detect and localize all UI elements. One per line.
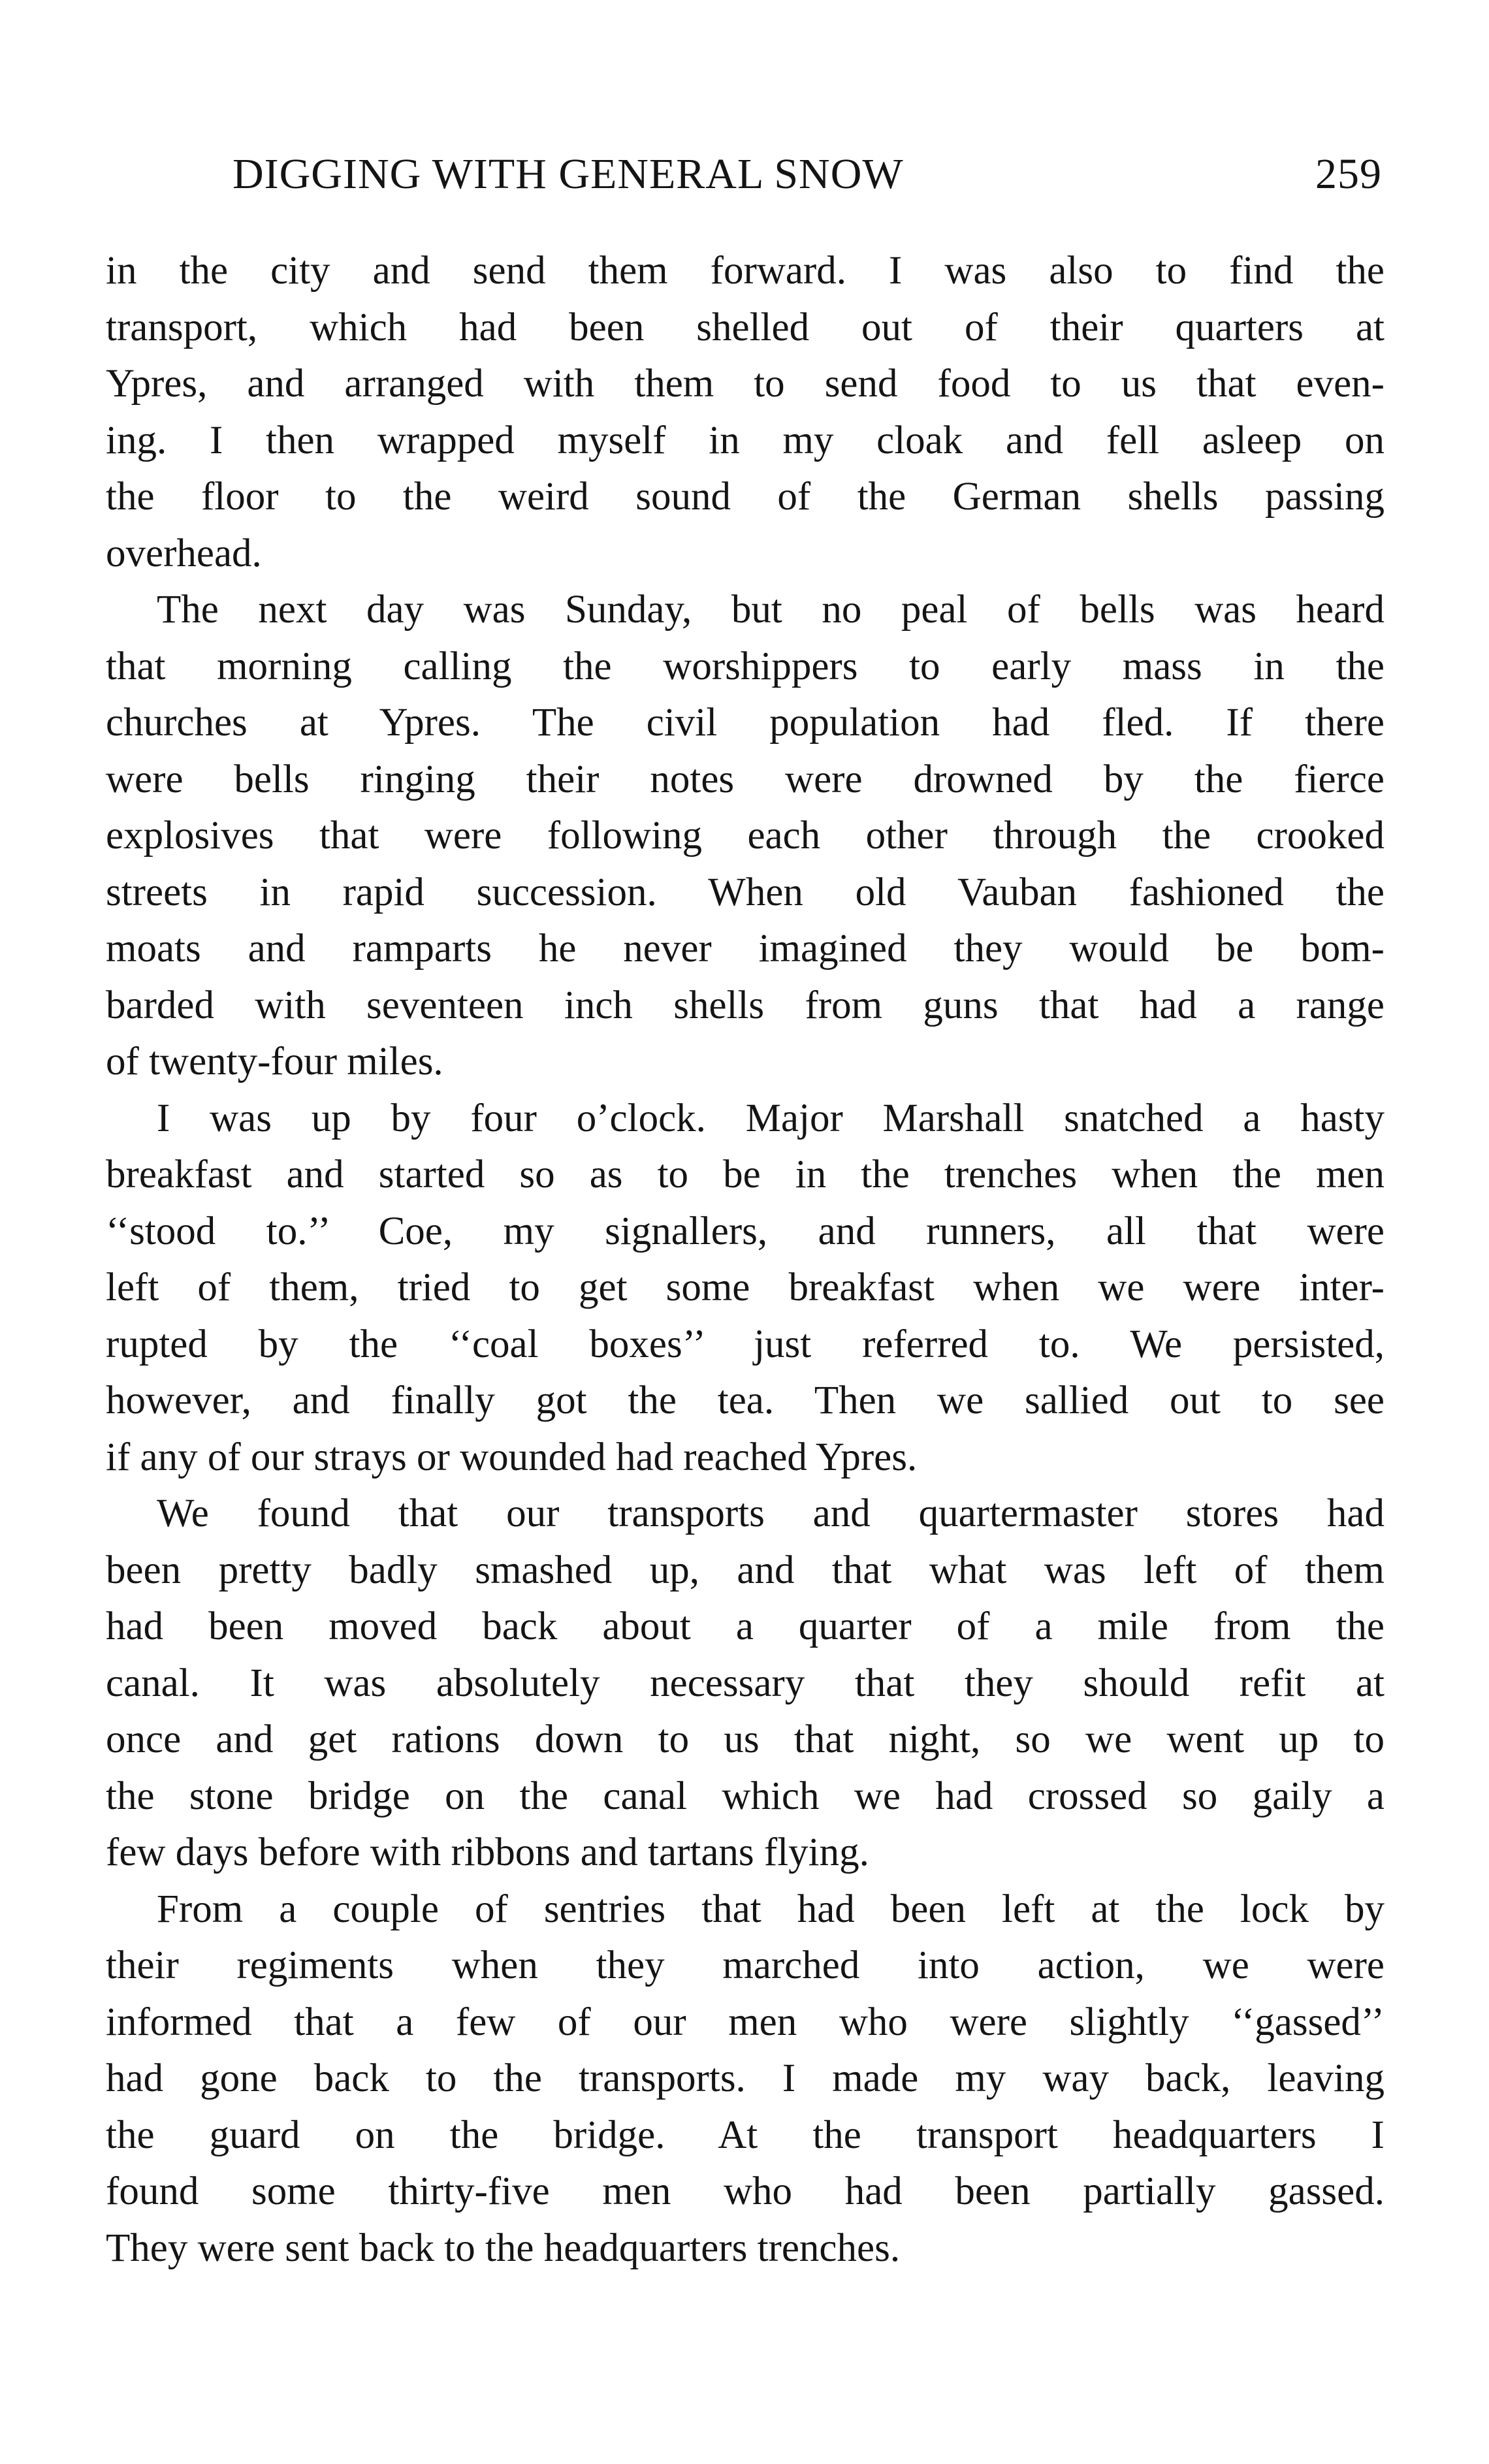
text-line: once and get rations down to us that night, so we went up to bbox=[106, 1718, 1385, 1761]
text-line: had gone back to the transports. I made my way back, leaving bbox=[106, 2056, 1385, 2100]
body-text bbox=[106, 243, 1385, 2277]
text-line: the stone bridge on the canal which we had crossed so gaily a bbox=[106, 1774, 1385, 1818]
text-line: breakfast and started so as to be in the trenches when the men bbox=[106, 1153, 1385, 1196]
text-line: found some thirty-five men who had been partially gassed. bbox=[106, 2169, 1385, 2213]
text-line: left of them, tried to get some breakfast when we were inter- bbox=[106, 1266, 1385, 1309]
text-line: We found that our transports and quartermaster stores had bbox=[157, 1492, 1385, 1535]
text-line: had been moved back about a quarter of a mile from the bbox=[106, 1605, 1385, 1648]
text-line: explosives that were following each other through the crooked bbox=[106, 814, 1385, 857]
text-line: were bells ringing their notes were drowned by the fierce bbox=[106, 757, 1385, 801]
text-line: churches at Ypres. The civil population had fled. If there bbox=[106, 701, 1385, 744]
text-line: I was up by four o’clock. Major Marshall snatched a hasty bbox=[157, 1096, 1385, 1140]
text-line: barded with seventeen inch shells from guns that had a range bbox=[106, 983, 1385, 1027]
text-line: transport, which had been shelled out of their quarters at bbox=[106, 305, 1385, 349]
text-line: in the city and send them forward. I was also to find the bbox=[106, 249, 1385, 293]
paragraph-5 bbox=[106, 1881, 1385, 2277]
text-line: been pretty badly smashed up, and that what was left of them bbox=[106, 1548, 1385, 1592]
text-line: They were sent back to the headquarters trenches. bbox=[106, 2226, 901, 2270]
text-line: canal. It was absolutely necessary that they should refit at bbox=[106, 1661, 1385, 1705]
text-line: that morning calling the worshippers to early mass in the bbox=[106, 644, 1385, 688]
text-line: the floor to the weird sound of the German shells passing bbox=[106, 475, 1385, 519]
text-line: the guard on the bridge. At the transport headquarters I bbox=[106, 2113, 1385, 2157]
text-line: informed that a few of our men who were slightly ‘‘gassed’’ bbox=[106, 2000, 1385, 2044]
page-number: 259 bbox=[1315, 150, 1382, 198]
paragraph-4 bbox=[106, 1486, 1385, 1881]
text-line: moats and ramparts he never imagined they would be bom- bbox=[106, 927, 1385, 970]
text-line: ing. I then wrapped myself in my cloak and fell asleep on bbox=[106, 418, 1385, 462]
text-line: of twenty-four miles. bbox=[106, 1040, 443, 1083]
text-line: rupted by the ‘‘coal boxes’’ just referred to. We persisted, bbox=[106, 1322, 1385, 1366]
paragraph-2 bbox=[106, 582, 1385, 1091]
paragraph-3 bbox=[106, 1091, 1385, 1486]
text-line: however, and finally got the tea. Then we sallied out to see bbox=[106, 1379, 1385, 1422]
text-line: their regiments when they marched into action, we were bbox=[106, 1944, 1385, 1987]
text-line: if any of our strays or wounded had reached Ypres. bbox=[106, 1435, 918, 1479]
text-line: From a couple of sentries that had been left at the lock by bbox=[157, 1887, 1385, 1931]
paragraph-1 bbox=[106, 243, 1385, 582]
text-line: ‘‘stood to.’’ Coe, my signallers, and runners, all that were bbox=[106, 1209, 1385, 1253]
running-title: DIGGING WITH GENERAL SNOW bbox=[232, 150, 904, 198]
text-line: streets in rapid succession. When old Vauban fashioned the bbox=[106, 870, 1385, 914]
text-line: Ypres, and arranged with them to send food to us that even- bbox=[106, 362, 1385, 406]
text-line: The next day was Sunday, but no peal of bells was heard bbox=[157, 588, 1385, 632]
text-line: overhead. bbox=[106, 531, 262, 575]
text-line: few days before with ribbons and tartans flying. bbox=[106, 1831, 869, 1874]
running-head bbox=[232, 145, 1382, 204]
